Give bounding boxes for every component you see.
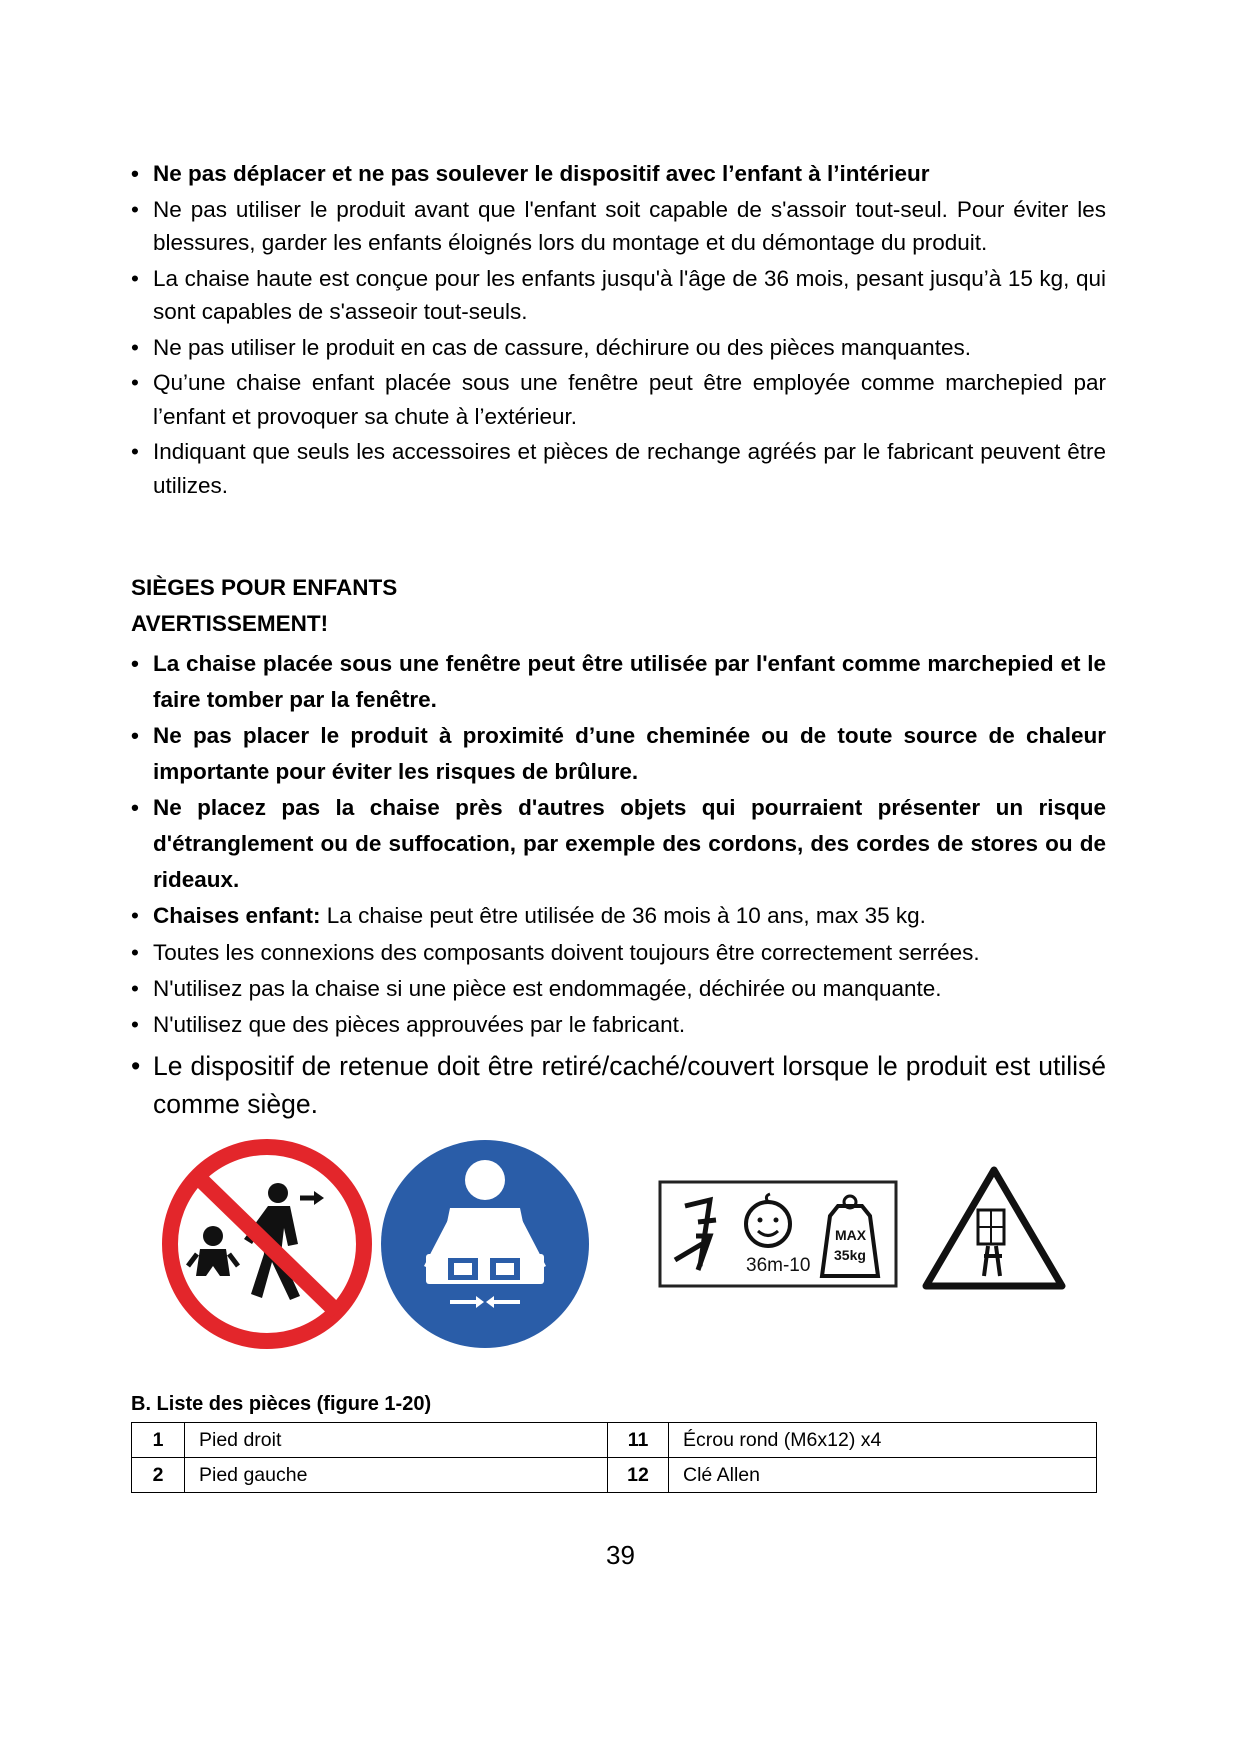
part-number: 12 (608, 1458, 669, 1493)
list-item: • Toutes les connexions des composants doivent toujours être correctement serrées. (131, 935, 1106, 971)
part-name: Écrou rond (M6x12) x4 (669, 1423, 1097, 1458)
top-warnings-list (131, 157, 1106, 504)
list-item: • Ne pas placer le produit à proximité d’une cheminée ou de toute source de chaleur importante pour éviter les risques de brûlure. (131, 718, 1106, 790)
safety-pictograms (150, 1136, 1090, 1366)
list-item: • Indiquant que seuls les accessoires et pièces de rechange agréés par le fabricant peuvent être utilizes. (131, 435, 1106, 502)
list-item: • La chaise placée sous une fenêtre peut être utilisée par l'enfant comme marchepied et le faire tomber par la fenêtre. (131, 646, 1106, 718)
table-row (132, 1423, 1097, 1458)
chaises-text: La chaise peut être utilisée de 36 mois à 10 ans, max 35 kg. (320, 903, 926, 928)
list-item-chaises (131, 898, 1106, 934)
parts-table (131, 1422, 1097, 1493)
list-item: • La chaise haute est conçue pour les enfants jusqu'à l'âge de 36 mois, pesant jusqu’à 15 kg, qui sont capables de s'asseoir tout-seuls. (131, 262, 1106, 329)
list-item: • N'utilisez que des pièces approuvées par le fabricant. (131, 1007, 1106, 1043)
list-item: • Ne pas déplacer et ne pas soulever le dispositif avec l’enfant à l’intérieur (131, 157, 1106, 191)
parts-list-title: B. Liste des pièces (figure 1-20) (131, 1393, 432, 1415)
list-item: • Le dispositif de retenue doit être retiré/caché/couvert lorsque le produit est utilisé comme siège. (131, 1047, 1106, 1123)
list-item: • Qu’une chaise enfant placée sous une fenêtre peut être employée comme marchepied par l’enfant et provoquer sa chute à l’extérieur. (131, 366, 1106, 433)
harness-mandatory-icon (381, 1140, 589, 1348)
section-title: SIÈGES POUR ENFANTS (131, 575, 398, 600)
warning-triangle-icon (926, 1170, 1062, 1286)
list-item: • Ne placez pas la chaise près d'autres objets qui pourraient présenter un risque d'étranglement ou de suffocation, par exemple des cordons, des cordes de stores ou de rideaux. (131, 790, 1106, 898)
prohibition-leave-child-icon (170, 1147, 364, 1341)
part-number: 2 (132, 1458, 185, 1493)
page-number: 39 (606, 1540, 635, 1570)
max-text: MAX (835, 1227, 867, 1243)
part-name: Clé Allen (669, 1458, 1097, 1493)
list-item: • Ne pas utiliser le produit avant que l'enfant soit capable de s'assoir tout-seul. Pour éviter les blessures, garder les enfants éloignés lors du montage et du démontage du produit. (131, 193, 1106, 260)
age-weight-label-icon (660, 1182, 896, 1286)
list-item: • Ne pas utiliser le produit en cas de cassure, déchirure ou des pièces manquantes. (131, 331, 1106, 365)
part-name: Pied droit (185, 1423, 608, 1458)
part-number: 1 (132, 1423, 185, 1458)
age-text: 36m-10 (746, 1255, 811, 1276)
part-name: Pied gauche (185, 1458, 608, 1493)
warning-label: AVERTISSEMENT! (131, 611, 329, 636)
table-row (132, 1458, 1097, 1493)
part-number: 11 (608, 1423, 669, 1458)
seat-warnings-list (131, 646, 1106, 1123)
weight-text: 35kg (834, 1247, 866, 1263)
list-item: • N'utilisez pas la chaise si une pièce est endommagée, déchirée ou manquante. (131, 971, 1106, 1007)
chaises-label: Chaises enfant: (153, 903, 321, 928)
